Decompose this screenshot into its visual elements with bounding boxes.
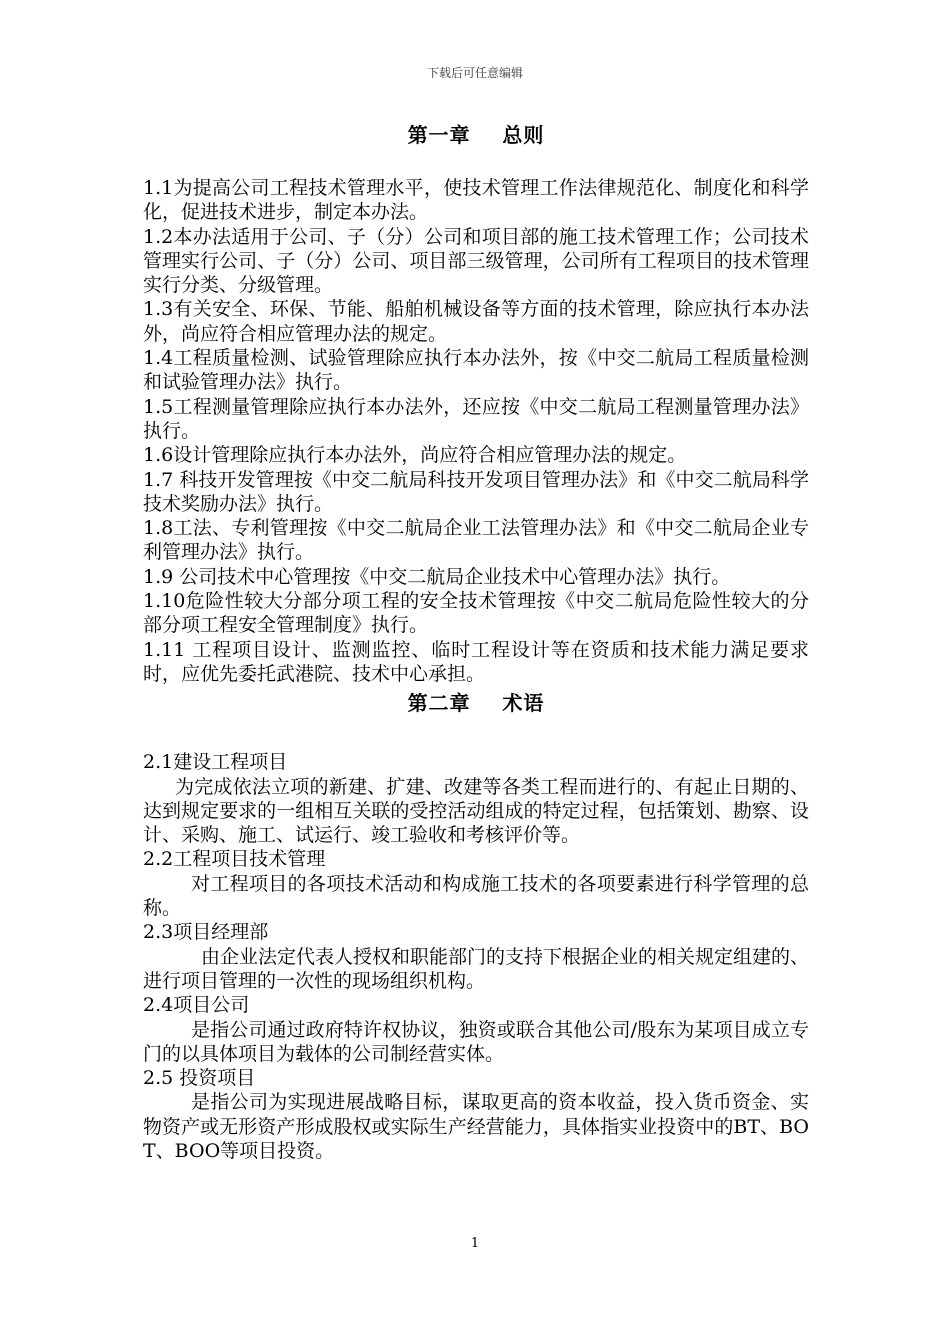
term-2-3-heading: 2.3项目经理部 bbox=[143, 921, 269, 944]
clause-1-1: 1.1为提高公司工程技术管理水平，使技术管理工作法律规范化、制度化和科学化，促进技术进步，制定本办法。 bbox=[143, 177, 809, 224]
chapter-1-title: 第一章 总则 bbox=[407, 123, 545, 147]
clause-1-6: 1.6设计管理除应执行本办法外，尚应符合相应管理办法的规定。 bbox=[143, 444, 687, 467]
clause-1-2: 1.2本办法适用于公司、子（分）公司和项目部的施工技术管理工作；公司技术管理实行公司、子（分）公司、项目部三级管理，公司所有工程项目的技术管理实行分类、分级管理。 bbox=[143, 225, 809, 297]
term-2-1-heading: 2.1建设工程项目 bbox=[143, 751, 288, 774]
chapter-2-title: 第二章 术语 bbox=[407, 691, 545, 716]
clause-1-10: 1.10危险性较大分部分项工程的安全技术管理按《中交二航局危险性较大的分部分项工程安全管理制度》执行。 bbox=[143, 590, 809, 637]
document-body bbox=[143, 118, 809, 1163]
term-2-4-body: 是指公司通过政府特许权协议，独资或联合其他公司/股东为某项目成立专门的以具体项目为载体的公司制经营实体。 bbox=[143, 1018, 809, 1065]
clause-1-4: 1.4工程质量检测、试验管理除应执行本办法外，按《中交二航局工程质量检测和试验管理办法》执行。 bbox=[143, 347, 809, 394]
term-2-1-body: 为完成依法立项的新建、扩建、改建等各类工程而进行的、有起止日期的、达到规定要求的一组相互关联的受控活动组成的特定过程，包括策划、勘察、设计、采购、施工、试运行、竣工验收和考核评价等。 bbox=[143, 775, 809, 847]
term-2-5-heading: 2.5 投资项目 bbox=[143, 1067, 256, 1090]
header-note: 下载后可任意编辑 bbox=[426, 66, 523, 80]
term-2-2-heading: 2.2工程项目技术管理 bbox=[143, 848, 326, 871]
clause-1-11: 1.11 工程项目设计、监测监控、临时工程设计等在资质和技术能力满足要求时，应优先委托武港院、技术中心承担。 bbox=[143, 638, 809, 685]
term-2-4-heading: 2.4项目公司 bbox=[143, 994, 250, 1017]
term-2-2-body: 对工程项目的各项技术活动和构成施工技术的各项要素进行科学管理的总称。 bbox=[143, 872, 809, 920]
term-2-5-body: 是指公司为实现进展战略目标，谋取更高的资本收益，投入货币资金、实物资产或无形资产形成股权或实际生产经营能力，具体指实业投资中的BT、BOT、BOO等项目投资。 bbox=[143, 1091, 809, 1162]
clause-1-8: 1.8工法、专利管理按《中交二航局企业工法管理办法》和《中交二航局企业专利管理办法》执行。 bbox=[143, 517, 809, 564]
clause-1-7: 1.7 科技开发管理按《中交二航局科技开发项目管理办法》和《中交二航局科学技术奖励办法》执行。 bbox=[143, 468, 809, 515]
clause-1-9: 1.9 公司技术中心管理按《中交二航局企业技术中心管理办法》执行。 bbox=[143, 565, 731, 588]
page-number: 1 bbox=[470, 1236, 480, 1251]
clause-1-3: 1.3有关安全、环保、节能、船舶机械设备等方面的技术管理，除应执行本办法外，尚应符合相应管理办法的规定。 bbox=[143, 298, 809, 345]
clause-1-5: 1.5工程测量管理除应执行本办法外，还应按《中交二航局工程测量管理办法》执行。 bbox=[143, 395, 809, 442]
term-2-3-body: 由企业法定代表人授权和职能部门的支持下根据企业的相关规定组建的、进行项目管理的一次性的现场组织机构。 bbox=[143, 945, 810, 992]
